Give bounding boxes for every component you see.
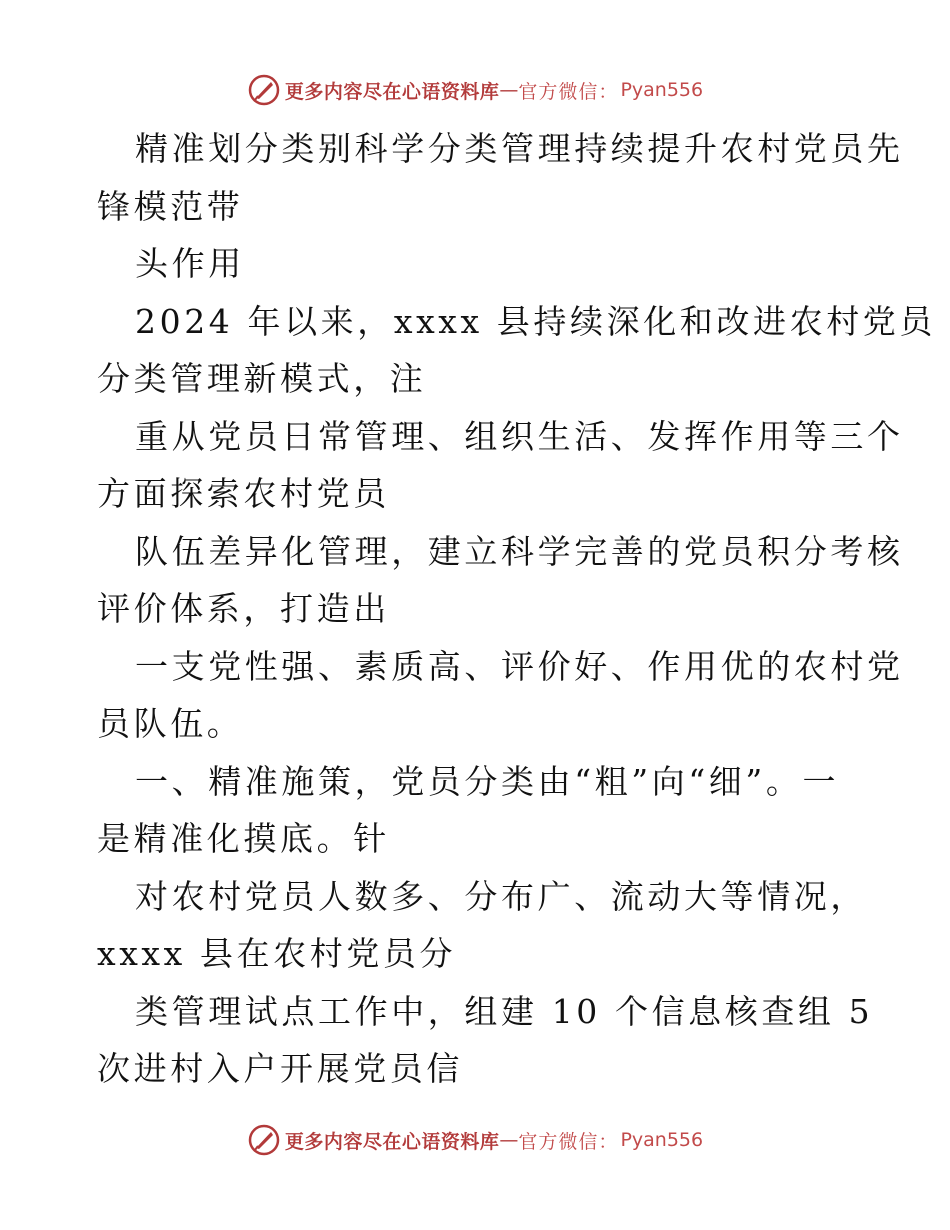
watermark-wechat-label: 官方微信： <box>518 80 619 103</box>
watermark-separator: — <box>499 79 519 101</box>
text-line: 2024 年以来，xxxx 县持续深化和改进农村党员 <box>135 301 937 341</box>
text-line: 精准划分类别科学分类管理持续提升农村党员先 <box>135 129 904 168</box>
text-line: 队伍差异化管理，建立科学完善的党员积分考核 <box>135 531 904 571</box>
watermark-separator: — <box>499 1129 519 1151</box>
text-line: 类管理试点工作中，组建 10 个信息核查组 5 <box>135 991 874 1031</box>
header-watermark <box>0 70 950 110</box>
footer-watermark <box>0 1120 950 1160</box>
watermark-wechat-id: Pyan556 <box>620 1129 704 1151</box>
text-line: 头作用 <box>135 244 245 283</box>
watermark-site-text: 更多内容尽在心语资料库 <box>284 1130 500 1153</box>
watermark-site-text: 更多内容尽在心语资料库 <box>284 80 500 103</box>
text-line: 次进村入户开展党员信 <box>97 1049 463 1088</box>
text-line: 锋模范带 <box>97 186 244 226</box>
text-line: 方面探索农村党员 <box>97 474 390 513</box>
text-line: 分类管理新模式，注 <box>97 359 427 398</box>
text-line: 重从党员日常管理、组织生活、发挥作用等三个 <box>135 416 904 456</box>
text-line: 是精准化摸底。针 <box>97 819 390 858</box>
watermark-wechat-label: 官方微信： <box>518 1130 619 1153</box>
text-line: 一、精准施策，党员分类由“粗”向“细”。一 <box>135 761 840 801</box>
document-body <box>97 120 937 1098</box>
quill-logo-icon <box>247 73 281 107</box>
text-line: 评价体系，打造出 <box>97 589 390 628</box>
text-line: 员队伍。 <box>97 704 244 743</box>
text-line: xxxx 县在农村党员分 <box>97 934 457 973</box>
text-line: 一支党性强、素质高、评价好、作用优的农村党 <box>135 646 904 686</box>
quill-logo-icon <box>247 1123 281 1157</box>
watermark-wechat-id: Pyan556 <box>620 79 704 101</box>
text-line: 对农村党员人数多、分布广、流动大等情况， <box>135 876 867 916</box>
